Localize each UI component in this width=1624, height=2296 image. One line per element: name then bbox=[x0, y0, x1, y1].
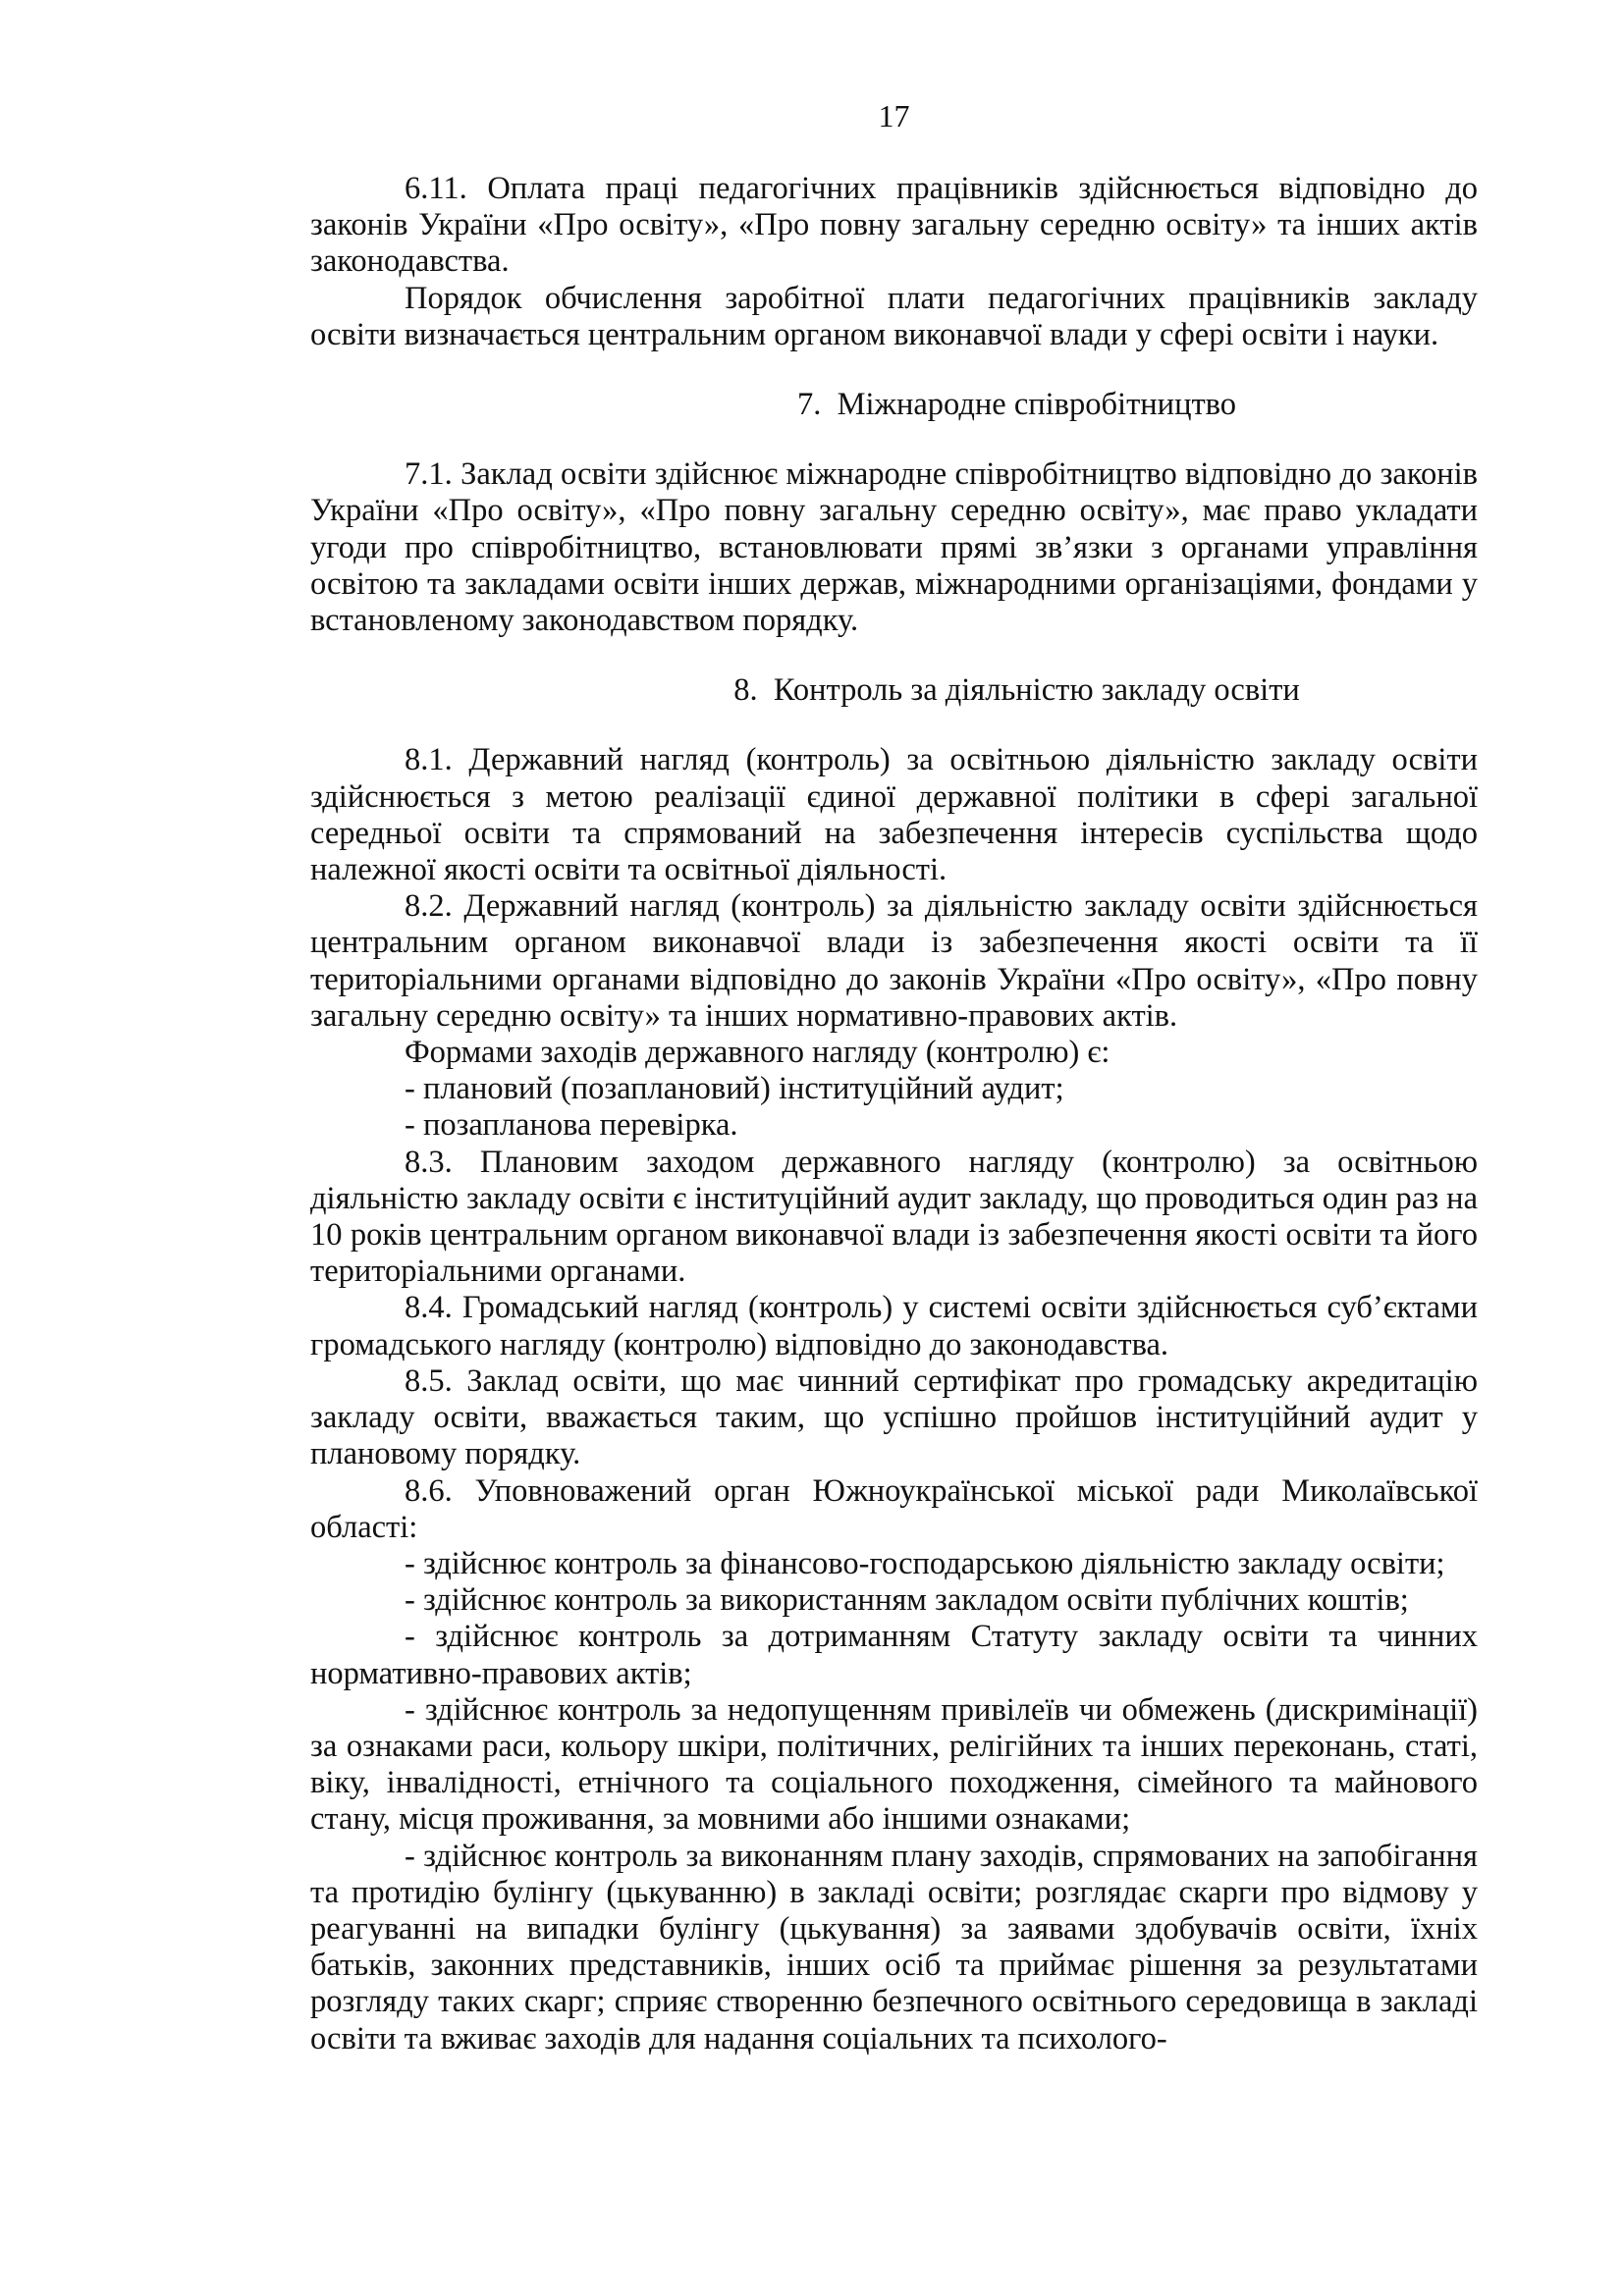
list-item: - здійснює контроль за фінансово-господарською діяльністю закладу освіти; bbox=[405, 1545, 1445, 1581]
paragraph-8-5: 8.5. Заклад освіти, що має чинний сертифікат про громадську акредитацію закладу освіти, вважається таким, що успішно пройшов інституційний аудит у плановому порядку. bbox=[310, 1362, 1478, 1472]
paragraph-7-1: 7.1. Заклад освіти здійснює міжнародне співробітництво відповідно до законів України «Про освіту», «Про повну загальну середню освіту», має право укладати угоди про співробітництво, встановлювати прямі зв’язки з органами управління освітою та закладами освіти інших держав, міжнародними організаціями, фондами у встановленому законодавством порядку. bbox=[310, 456, 1478, 639]
section-7-heading bbox=[310, 387, 1478, 423]
paragraph-8-2: 8.2. Державний нагляд (контроль) за діяльністю закладу освіти здійснюється центральним органом виконавчої влади із забезпечення якості освіти та її територіальними органами відповідно до законів України «Про освіту», «Про повну загальну середню освіту» та інших нормативно-правових актів. bbox=[310, 888, 1478, 1034]
paragraph-8-4: 8.4. Громадський нагляд (контроль) у системі освіти здійснюється суб’єктами громадського нагляду (контролю) відповідно до законодавства. bbox=[310, 1290, 1478, 1362]
list-item: - здійснює контроль за дотриманням Статуту закладу освіти та чинних нормативно-правових актів; bbox=[310, 1619, 1478, 1691]
paragraph-8-6: 8.6. Уповноважений орган Южноукраїнської міської ради Миколаївської області: bbox=[310, 1472, 1478, 1545]
paragraph-salary-order: Порядок обчислення заробітної плати педагогічних працівників закладу освіти визначається центральним органом виконавчої влади у сфері освіти і науки. bbox=[310, 280, 1478, 352]
section-8-heading-text: Контроль за діяльністю закладу освіти bbox=[773, 672, 1300, 709]
paragraph-8-3: 8.3. Плановим заходом державного нагляду (контролю) за освітньою діяльністю закладу освіти є інституційний аудит закладу, що проводиться один раз на 10 років центральним органом виконавчої влади із забезпечення якості освіти та його територіальними органами. bbox=[310, 1144, 1478, 1290]
paragraph-8-1: 8.1. Державний нагляд (контроль) за освітньою діяльністю закладу освіти здійснюється з метою реалізації єдиної державної політики в сфері загальної середньої освіти та спрямований на забезпечення інтересів суспільства щодо належної якості освіти та освітньої діяльності. bbox=[310, 742, 1478, 888]
list-item: - здійснює контроль за виконанням плану заходів, спрямованих на запобігання та протидію булінгу (цькуванню) в закладі освіти; розглядає скарги про відмову у реагуванні на випадки булінгу (цькування) за заявами здобувачів освіти, їхніх батьків, законних представників, інших осіб та приймає рішення за результатами розгляду таких скарг; сприяє створенню безпечного освітнього середовища в закладі освіти та вживає заходів для надання соціальних та психолого- bbox=[310, 1838, 1478, 2056]
section-8-heading-number: 8. bbox=[733, 672, 758, 709]
list-item: - позапланова перевірка. bbox=[405, 1107, 738, 1144]
list-item: - плановий (позаплановий) інституційний аудит; bbox=[405, 1071, 1064, 1107]
section-7-heading-number: 7. bbox=[796, 387, 822, 423]
paragraph-forms: Формами заходів державного нагляду (контролю) є: bbox=[405, 1035, 1110, 1071]
section-7-heading-text: Міжнародне співробітництво bbox=[837, 387, 1237, 423]
list-item: - здійснює контроль за недопущенням привілеїв чи обмежень (дискримінації) за ознаками раси, кольору шкіри, політичних, релігійних та інших переконань, статі, віку, інвалідності, етнічного та соціального походження, сімейного та майнового стану, місця проживання, за мовними або іншими ознаками; bbox=[310, 1691, 1478, 1838]
page-number: 17 bbox=[878, 98, 910, 133]
section-8-heading bbox=[310, 672, 1478, 709]
list-item: - здійснює контроль за використанням закладом освіти публічних коштів; bbox=[405, 1582, 1409, 1619]
document-body bbox=[310, 171, 1478, 2057]
paragraph-6-11: 6.11. Оплата праці педагогічних працівників здійснюється відповідно до законів України «Про освіту», «Про повну загальну середню освіту» та інших актів законодавства. bbox=[310, 171, 1478, 280]
